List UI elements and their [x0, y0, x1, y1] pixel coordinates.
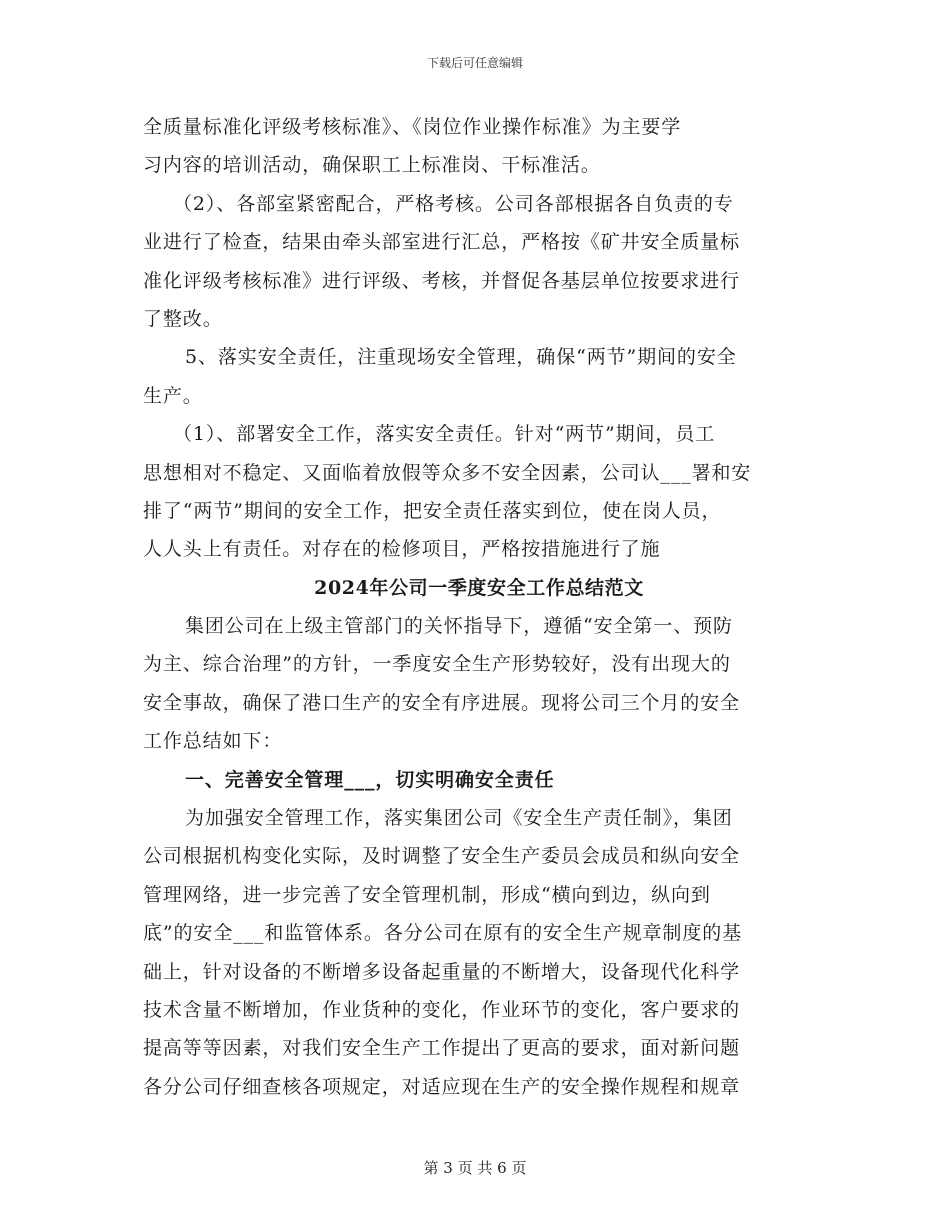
- paragraph-line: 集团公司在上级主管部门的关怀指导下，遵循“安全第一、预防: [185, 615, 733, 638]
- paragraph-line: 底”的安全___和监管体系。各分公司在原有的安全生产规章制度的基: [143, 922, 743, 945]
- document-body: [143, 108, 815, 1106]
- paragraph-line: 5、落实安全责任，注重现场安全管理，确保“两节”期间的安全: [185, 346, 737, 369]
- paragraph-line: 技术含量不断增加，作业货种的变化，作业环节的变化，客户要求的: [143, 998, 741, 1021]
- paragraph-line: 思想相对不稳定、又面临着放假等众多不安全因素，公司认___署和安: [143, 461, 752, 484]
- paragraph-line: 础上，针对设备的不断增多设备起重量的不断增大，设备现代化科学: [143, 960, 741, 983]
- section-heading: 一、完善安全管理___，切实明确安全责任: [185, 768, 555, 791]
- document-title: 2024年公司一季度安全工作总结范文: [314, 576, 644, 599]
- paragraph-line: 了整改。: [143, 307, 223, 330]
- paragraph-line: 业进行了检查，结果由牵头部室进行汇总，严格按《矿井安全质量标: [143, 231, 741, 254]
- paragraph-line: 全质量标准化评级考核标准》、《岗位作业操作标准》为主要学: [143, 116, 682, 138]
- paragraph-line: 各分公司仔细查核各项规定，对适应现在生产的安全操作规程和规章: [143, 1075, 741, 1098]
- header-note: 下载后可任意编辑: [426, 56, 523, 70]
- paragraph-line: 生产。: [143, 384, 203, 407]
- paragraph-line: 排了“两节”期间的安全工作，把安全责任落实到位，使在岗人员，: [143, 499, 722, 522]
- paragraph-line: （2）、各部室紧密配合，严格考核。公司各部根据各自负责的专: [173, 192, 734, 215]
- paragraph-line: 公司根据机构变化实际，及时调整了安全生产委员会成员和纵向安全: [143, 845, 741, 868]
- paragraph-line: 提高等等因素，对我们安全生产工作提出了更高的要求，面对新问题: [143, 1037, 741, 1060]
- page-number: 第 3 页 共 6 页: [423, 1159, 527, 1177]
- paragraph-line: 管理网络，进一步完善了安全管理机制，形成“横向到边，纵向到: [143, 883, 711, 906]
- paragraph-line: 安全事故，确保了港口生产的安全有序进展。现将公司三个月的安全: [143, 691, 741, 714]
- paragraph-line: 为加强安全管理工作，落实集团公司《安全生产责任制》，集团: [185, 807, 733, 830]
- paragraph-line: 人人头上有责任。对存在的检修项目，严格按措施进行了施: [143, 538, 661, 561]
- paragraph-line: 准化评级考核标准》进行评级、考核，并督促各基层单位按要求进行: [143, 269, 741, 292]
- paragraph-line: 习内容的培训活动，确保职工上标准岗、干标准活。: [143, 154, 601, 177]
- paragraph-line: 为主、综合治理”的方针，一季度安全生产形势较好，没有出现大的: [143, 653, 731, 676]
- paragraph-line: （1）、部署安全工作，落实安全责任。针对“两节”期间，员工: [173, 423, 716, 446]
- paragraph-line: 工作总结如下：: [143, 730, 283, 753]
